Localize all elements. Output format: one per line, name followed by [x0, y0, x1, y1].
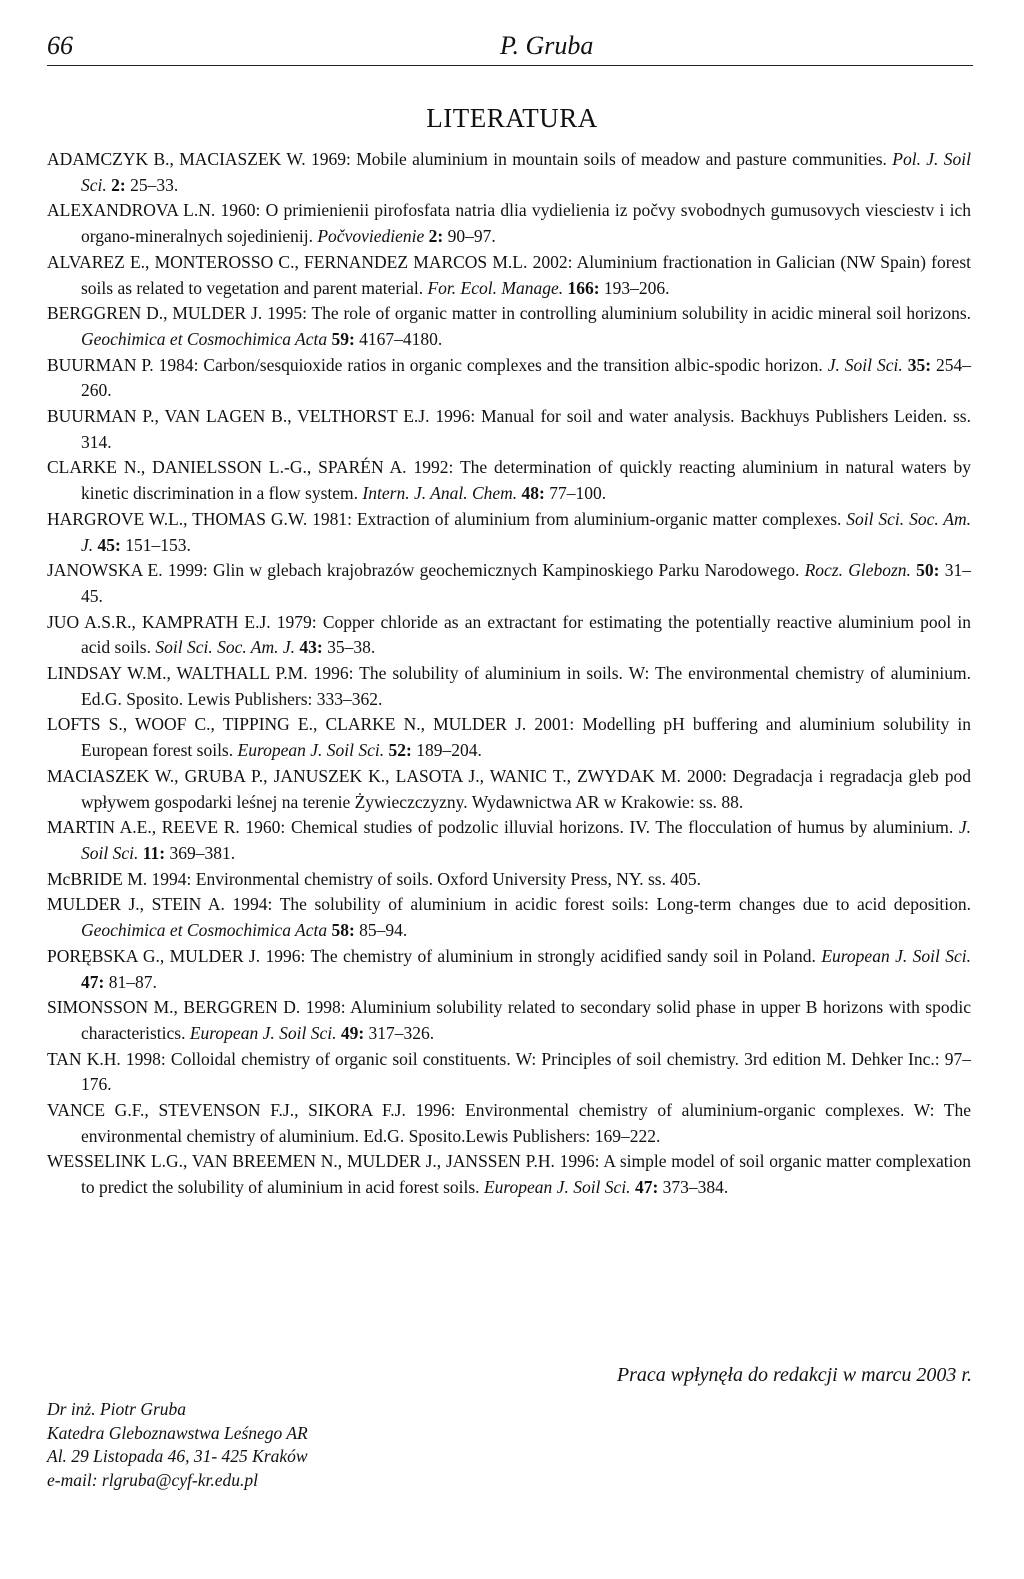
reference-entry: [47, 1047, 971, 1098]
reference-title: Mobile aluminium in mountain soils of meadow and pasture communities.: [356, 149, 887, 169]
reference-title: Environmental chemistry of soils. Oxford University Press, NY. ss. 405.: [195, 868, 701, 889]
reference-entry: [47, 661, 971, 712]
reference-volume: 45:: [97, 534, 121, 555]
reference-pages: 85–94.: [359, 920, 408, 941]
reference-authors: JANOWSKA E.: [47, 560, 163, 581]
reference-volume: 11:: [142, 842, 166, 863]
reference-volume: 49:: [340, 1022, 365, 1043]
reference-year: 2000:: [686, 765, 727, 786]
reference-title: The determination of quickly reacting aluminium in natural waters by kinetic discrimination in a flow system.: [81, 457, 972, 504]
received-note: Praca wpłynęła do redakcji w marcu 2003 r.: [616, 1364, 972, 1386]
author-name: Dr inż. Piotr Gruba: [47, 1399, 187, 1419]
reference-volume: 50:: [916, 560, 940, 581]
reference-volume: 52:: [388, 740, 412, 761]
reference-title: Colloidal chemistry of organic soil constituents. W: Principles of soil chemistry. 3rd edition M. Dehker Inc.: 97–176.: [81, 1048, 971, 1095]
reference-pages: 193–206.: [603, 277, 670, 298]
reference-authors: MACIASZEK W., GRUBA P., JANUSZEK K., LASOTA J., WANIC T., ZWYDAK M.: [47, 765, 681, 786]
reference-entry: [47, 404, 971, 455]
reference-authors: ALVAREZ E., MONTEROSSO C., FERNANDEZ MARCOS M.L.: [47, 251, 528, 272]
author-address: [47, 1398, 308, 1492]
reference-journal: Geochimica et Cosmochimica Acta: [81, 328, 328, 349]
reference-pages: 90–97.: [447, 226, 496, 247]
reference-year: 2001:: [534, 714, 575, 735]
reference-year: 1996:: [415, 1100, 456, 1121]
reference-entry: [47, 455, 971, 506]
author-email: e-mail: rlgruba@cyf-kr.edu.pl: [47, 1469, 258, 1490]
reference-journal: J. Soil Sci.: [81, 817, 972, 863]
reference-title: Modelling pH buffering and aluminium solubility in European forest soils.: [81, 714, 972, 761]
reference-year: 1979:: [276, 611, 317, 632]
reference-entry: [47, 944, 971, 995]
reference-entry: [47, 558, 971, 609]
reference-authors: ADAMCZYK B., MACIASZEK W.: [47, 149, 306, 169]
reference-year: 1984:: [158, 354, 199, 375]
reference-year: 1994:: [151, 868, 192, 889]
reference-title: The chemistry of aluminium in strongly acidified sandy soil in Poland.: [310, 945, 816, 966]
reference-authors: LINDSAY W.M., WALTHALL P.M.: [47, 663, 308, 684]
reference-volume: 59:: [331, 328, 355, 349]
reference-entry: [47, 764, 971, 815]
reference-authors: BUURMAN P., VAN LAGEN B., VELTHORST E.J.: [47, 406, 430, 427]
reference-journal: European J. Soil Sci.: [483, 1177, 631, 1198]
reference-volume: 47:: [81, 971, 105, 992]
reference-authors: JUO A.S.R., KAMPRATH E.J.: [47, 611, 271, 632]
reference-journal: Počvoviedienie: [317, 226, 425, 247]
reference-volume: 2:: [111, 174, 126, 195]
reference-volume: 47:: [634, 1177, 659, 1198]
reference-title: Degradacja i regradacja gleb pod wpływem gospodarki leśnej na terenie Żywieczczyzny. Wydawnictwa AR w Krakowie: ss. 88.: [81, 765, 972, 812]
reference-entry: [47, 712, 971, 763]
reference-year: 1996:: [559, 1151, 600, 1172]
reference-year: 1995:: [267, 303, 307, 324]
reference-entry: [47, 815, 971, 866]
reference-journal: European J. Soil Sci.: [189, 1022, 337, 1043]
reference-year: 1999:: [167, 560, 208, 581]
reference-title: Chemical studies of podzolic illuvial horizons. IV. The flocculation of humus by aluminium.: [290, 817, 954, 838]
reference-pages: 254–260.: [81, 354, 972, 401]
reference-entry: [47, 250, 971, 301]
reference-pages: 31–45.: [81, 560, 971, 606]
reference-volume: 166:: [567, 277, 600, 298]
reference-title: Environmental chemistry of aluminium-organic complexes. W: The environmental chemistry of aluminium. Ed.G. Sposito.Lewis Publishers: 169–222.: [81, 1100, 972, 1146]
reference-volume: 48:: [521, 483, 545, 504]
reference-year: 1992:: [413, 457, 454, 478]
reference-authors: PORĘBSKA G., MULDER J.: [47, 945, 261, 966]
reference-year: 1960:: [245, 817, 286, 838]
reference-entry: [47, 301, 971, 352]
reference-title: Copper chloride as an extractant for estimating the potentially reactive aluminium pool in acid soils.: [81, 611, 972, 658]
reference-list: [47, 147, 971, 1201]
reference-authors: BERGGREN D., MULDER J.: [47, 303, 263, 324]
reference-entry: [47, 892, 971, 943]
section-title: LITERATURA: [426, 103, 598, 133]
reference-authors: ALEXANDROVA L.N.: [47, 200, 216, 221]
reference-volume: 43:: [299, 637, 323, 658]
reference-entry: [47, 198, 971, 249]
reference-authors: HARGROVE W.L., THOMAS G.W.: [47, 508, 308, 529]
reference-authors: McBRIDE M.: [47, 868, 148, 889]
reference-authors: TAN K.H.: [47, 1048, 121, 1069]
reference-journal: Soil Sci. Soc. Am. J.: [155, 637, 296, 658]
reference-entry: [47, 610, 971, 661]
reference-pages: 373–384.: [662, 1177, 729, 1198]
reference-authors: BUURMAN P.: [47, 354, 154, 375]
reference-title: Aluminium fractionation in Galician (NW Spain) forest soils as related to vegetation and parent material.: [81, 251, 971, 298]
reference-entry: [47, 353, 971, 404]
reference-authors: MARTIN A.E., REEVE R.: [47, 817, 240, 838]
reference-title: A simple model of soil organic matter complexation to predict the solubility of aluminium in acid forest soils.: [81, 1151, 972, 1198]
reference-journal: Soil Sci. Soc. Am. J.: [81, 508, 971, 555]
reference-journal: European J. Soil Sci.: [821, 945, 971, 966]
reference-journal: Intern. J. Anal. Chem.: [362, 483, 518, 504]
reference-pages: 35–38.: [327, 637, 376, 658]
reference-authors: CLARKE N., DANIELSSON L.-G., SPARÉN A.: [47, 457, 407, 478]
running-title: P. Gruba: [500, 31, 594, 60]
reference-entry: [47, 1098, 971, 1149]
reference-year: 1996:: [265, 945, 306, 966]
reference-year: 2002:: [532, 251, 573, 272]
reference-title: Extraction of aluminium from aluminium-organic matter complexes.: [356, 508, 842, 529]
reference-pages: 151–153.: [125, 534, 191, 555]
reference-year: 1969:: [310, 149, 351, 169]
reference-title: Aluminium solubility related to secondary solid phase in upper B horizons with spodic characteristics.: [81, 997, 971, 1043]
running-header: [47, 27, 973, 66]
reference-year: 1994:: [232, 894, 273, 915]
reference-year: 1998:: [125, 1048, 166, 1069]
reference-journal: European J. Soil Sci.: [237, 740, 385, 761]
reference-authors: MULDER J., STEIN A.: [47, 894, 225, 915]
reference-authors: LOFTS S., WOOF C., TIPPING E., CLARKE N., MULDER J.: [47, 714, 527, 735]
reference-journal: Rocz. Glebozn.: [804, 560, 911, 581]
reference-title: O primienienii pirofosfata natria dlia vydielienia iz počvy svobodnych gumusovych viesciestv i ich organo-mineralnych sojedinienij.: [81, 200, 972, 247]
reference-title: The solubility of aluminium in acidic forest soils: Long-term changes due to acid deposition.: [279, 894, 972, 915]
reference-entry: [47, 867, 971, 893]
reference-entry: [47, 147, 971, 198]
reference-volume: 58:: [331, 920, 355, 941]
reference-volume: 35:: [907, 354, 932, 375]
reference-title: The role of organic matter in controlling aluminium solubility in acidic mineral soil horizons.: [311, 303, 972, 324]
reference-journal: Geochimica et Cosmochimica Acta: [81, 920, 328, 941]
reference-pages: 25–33.: [130, 174, 179, 195]
reference-pages: 369–381.: [169, 842, 236, 863]
page-number: 66: [47, 31, 73, 60]
author-street: Al. 29 Listopada 46, 31- 425 Kraków: [47, 1446, 308, 1466]
reference-authors: VANCE G.F., STEVENSON F.J., SIKORA F.J.: [47, 1100, 406, 1121]
author-department: Katedra Gleboznawstwa Leśnego AR: [47, 1422, 308, 1443]
reference-pages: 81–87.: [108, 971, 157, 992]
reference-entry: [47, 1149, 971, 1200]
reference-entry: [47, 507, 971, 558]
reference-pages: 189–204.: [416, 740, 482, 761]
reference-title: Glin w glebach krajobrazów geochemicznych Kampinoskiego Parku Narodowego.: [212, 560, 800, 581]
reference-authors: WESSELINK L.G., VAN BREEMEN N., MULDER J., JANSSEN P.H.: [47, 1151, 555, 1172]
reference-year: 1960:: [220, 200, 261, 221]
reference-year: 1998:: [305, 997, 346, 1018]
reference-journal: Pol. J. Soil Sci.: [81, 149, 971, 195]
reference-journal: J. Soil Sci.: [827, 354, 903, 375]
reference-title: Manual for soil and water analysis. Backhuys Publishers Leiden. ss. 314.: [81, 406, 971, 452]
reference-title: Carbon/sesquioxide ratios in organic complexes and the transition albic-spodic horizon.: [203, 354, 823, 375]
reference-pages: 4167–4180.: [359, 328, 443, 349]
reference-year: 1996:: [313, 663, 354, 684]
reference-year: 1981:: [312, 508, 353, 529]
reference-journal: For. Ecol. Manage.: [427, 277, 564, 298]
reference-pages: 317–326.: [368, 1022, 435, 1043]
reference-title: The solubility of aluminium in soils. W: The environmental chemistry of aluminium. Ed.G. Sposito. Lewis Publishers: 333–362.: [81, 663, 972, 709]
reference-entry: [47, 995, 971, 1046]
reference-year: 1996:: [435, 406, 476, 427]
reference-pages: 77–100.: [549, 483, 607, 504]
reference-authors: SIMONSSON M., BERGGREN D.: [47, 997, 301, 1018]
reference-volume: 2:: [428, 226, 444, 247]
